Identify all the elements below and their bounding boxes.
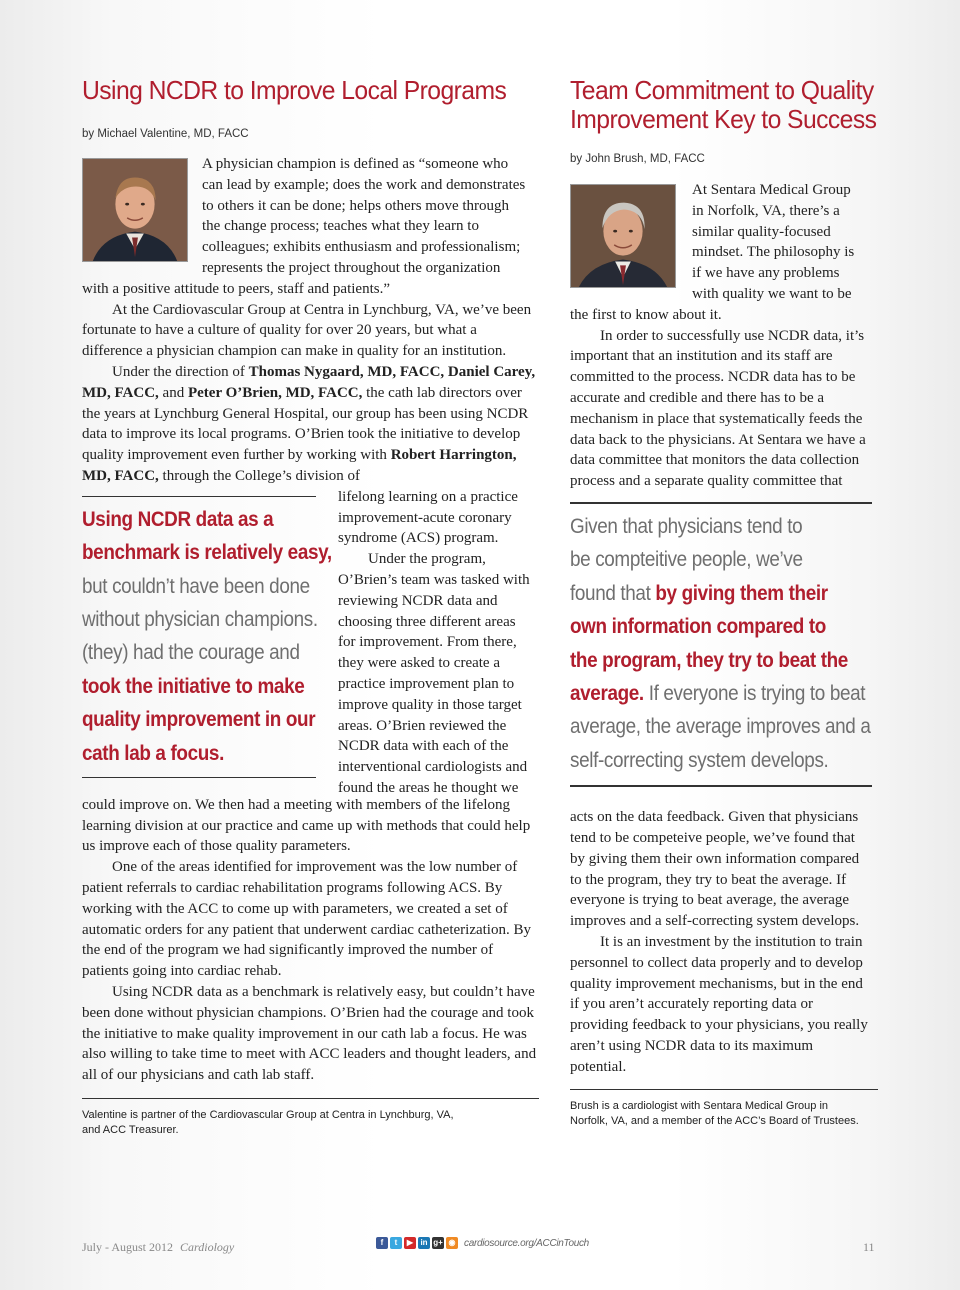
issue-date: July - August 2012 bbox=[82, 1240, 174, 1254]
narrow-line: O’Brien’s team was tasked with bbox=[338, 571, 530, 588]
right-article bbox=[570, 75, 877, 1129]
social-links bbox=[376, 1237, 589, 1249]
pull-quote-text bbox=[82, 503, 332, 770]
pull-quote-line bbox=[570, 644, 848, 677]
intro-line: mindset. The philosophy is bbox=[692, 244, 855, 261]
pull-quote-run: found that bbox=[570, 581, 656, 605]
pull-quote-run: If everyone is trying to beat bbox=[643, 681, 866, 705]
pull-quote-run: own information compared to bbox=[570, 615, 826, 639]
pull-quote-line bbox=[570, 577, 842, 610]
pull-quote-run: by giving them their bbox=[655, 581, 828, 605]
left-paragraph-5: One of the areas identified for improvement was the low number of patient referrals to cardiac rehabilitation programs following ACS. By working with the ACC to come up with parameters, we created a set of automatic orders for any patient that underwent cardiac catheterization. By the end of the program we had significantly improved the number of patients going into cardiac rehab. bbox=[82, 859, 531, 980]
intro-line: represents the project throughout the organization bbox=[202, 259, 501, 276]
pull-quote-top-rule bbox=[82, 496, 316, 497]
twitter-icon[interactable]: t bbox=[390, 1237, 402, 1249]
narrow-line: improvement-acute coronary bbox=[338, 509, 512, 526]
text-run: Under the direction of bbox=[112, 363, 249, 380]
pull-quote-run: average. bbox=[570, 681, 644, 705]
portrait-image bbox=[571, 185, 675, 287]
narrow-line: interventional cardiologists and bbox=[338, 759, 528, 776]
right-pull-quote-bottom-rule bbox=[570, 785, 872, 787]
pull-quote-line: benchmark is relatively easy, bbox=[82, 541, 332, 565]
physician-name: Robert Harrington, MD, FACC, bbox=[82, 447, 517, 484]
left-byline: by Michael Valentine, MD, FACC bbox=[82, 128, 249, 140]
narrow-line: found the areas he thought we bbox=[338, 779, 519, 796]
page-number: 11 bbox=[863, 1240, 875, 1254]
left-narrow-column bbox=[338, 487, 538, 799]
text-run: through the College’s division of bbox=[158, 467, 361, 484]
left-paragraph-2: At the Cardiovascular Group at Centra in Lynchburg, VA, we’ve been fortunate to have a culture of quality for over 20 years, but what a difference a physician champion can make in quality for an institution. bbox=[82, 301, 532, 360]
valentine-portrait-photo bbox=[82, 158, 188, 262]
left-pull-quote bbox=[82, 487, 332, 770]
narrow-line: practice improvement plan to bbox=[338, 675, 515, 692]
intro-line: the change process; teaches what they learn to bbox=[202, 218, 479, 235]
narrow-line: lifelong learning on a practice bbox=[338, 488, 518, 505]
left-article-title: Using NCDR to Improve Local Programs bbox=[82, 75, 507, 105]
bio-line: Valentine is partner of the Cardiovascular Group at Centra in Lynchburg, VA, bbox=[82, 1108, 454, 1121]
intro-line: if we have any problems bbox=[692, 265, 840, 282]
pull-quote-line: (they) had the courage and bbox=[82, 641, 300, 665]
left-article bbox=[82, 76, 537, 1138]
narrow-line: NCDR data with each of the bbox=[338, 738, 509, 755]
left-paragraph-continued: could improve on. We then had a meeting with members of the lifelong learning division at our practice and came up with methods that could help us improve each of those quality parameters. bbox=[82, 796, 531, 855]
right-paragraph-3: It is an investment by the institution to train personnel to collect data properly and to develop quality improvement mechanisms, but in the end if you aren’t accurately reporting data or providing feedback to your physicians, you really aren’t using NCDR data to its maximum potential. bbox=[570, 933, 868, 1075]
intro-tail: the first to know about it. bbox=[570, 306, 722, 323]
pull-quote-line: took the initiative to make bbox=[82, 674, 305, 698]
right-body-top bbox=[570, 180, 872, 492]
pull-quote-run: the program, they try to beat the bbox=[570, 648, 848, 672]
intro-line: can lead by example; does the work and demonstrates bbox=[202, 176, 526, 193]
intro-line: in Norfolk, VA, there’s a bbox=[692, 202, 840, 219]
left-body-bottom bbox=[82, 795, 537, 1086]
text-run: and bbox=[158, 384, 188, 401]
right-bio-rule bbox=[570, 1089, 878, 1090]
left-paragraph-3 bbox=[82, 362, 537, 487]
issue-label bbox=[82, 1240, 234, 1255]
left-paragraph-6: Using NCDR data as a benchmark is relatively easy, but couldn’t have been done without physician champions. O’Brien had the courage and took the initiative to make quality improvement in our cath lab a focus. He was also willing to take time to meet with ACC leaders and thought leaders, and all of our physicians and cath lab staff. bbox=[82, 983, 537, 1084]
narrow-line: for improvement. From there, bbox=[338, 634, 517, 651]
physician-name: Peter O’Brien, MD, FACC, bbox=[187, 384, 363, 401]
right-paragraph-continued: acts on the data feedback. Given that physicians tend to be competeive people, we’ve found that by giving them their own information compared to the program, they try to beat the average. If everyone is trying to beat average, the average improves and a self-correcting system develops. bbox=[570, 809, 860, 930]
left-body-top bbox=[82, 154, 537, 487]
right-paragraph-2: In order to successfully use NCDR data, it’s important that an institution and its staff are committed to the process. NCDR data has to be accurate and credible and there has to be a mechanism in place that systematically feeds the data back to the physicians. At Sentara we have a data committee that monitors the data collection process and a separate quality committee that bbox=[570, 327, 866, 490]
pull-quote-line bbox=[570, 744, 842, 777]
portrait-image bbox=[83, 159, 187, 261]
intro-line: similar quality-focused bbox=[692, 223, 831, 240]
pull-quote-line bbox=[570, 677, 866, 710]
narrow-line: they were asked to create a bbox=[338, 655, 500, 672]
google-plus-icon[interactable]: g+ bbox=[433, 1238, 443, 1247]
bio-line: Brush is a cardiologist with Sentara Medical Group in bbox=[570, 1099, 829, 1112]
pull-quote-line: Using NCDR data as a bbox=[82, 507, 274, 531]
intro-tail: with a positive attitude to peers, staff and patients.” bbox=[82, 280, 390, 297]
right-body-bottom bbox=[570, 807, 872, 1077]
right-article-title bbox=[570, 75, 877, 134]
pull-quote-run: Given that physicians tend to bbox=[570, 514, 803, 538]
bio-line: Norfolk, VA, and a member of the ACC’s Board of Trustees. bbox=[570, 1114, 859, 1127]
pull-quote-run: self-correcting system develops. bbox=[570, 748, 829, 772]
narrow-line: areas. O’Brien reviewed the bbox=[338, 717, 507, 734]
bio-line: and ACC Treasurer. bbox=[82, 1123, 179, 1136]
pull-quote-line: but couldn’t have been done bbox=[82, 574, 310, 598]
pull-quote-line: without physician champions. bbox=[82, 607, 318, 631]
right-byline: by John Brush, MD, FACC bbox=[570, 153, 705, 165]
narrow-line: choosing three different areas bbox=[338, 613, 516, 630]
narrow-line: syndrome (ACS) program. bbox=[338, 530, 499, 547]
left-split-section bbox=[82, 487, 537, 796]
youtube-icon[interactable]: ▶ bbox=[404, 1237, 416, 1249]
intro-line: to others it can be done; helps others move through bbox=[202, 197, 510, 214]
brush-portrait-photo bbox=[570, 184, 676, 288]
right-pull-quote-top-rule bbox=[570, 502, 872, 504]
title-line: Team Commitment to Quality bbox=[570, 75, 874, 105]
pull-quote-line bbox=[570, 610, 842, 643]
pull-quote-line: cath lab a focus. bbox=[82, 741, 224, 765]
right-pull-quote bbox=[570, 510, 871, 777]
pull-quote-line bbox=[570, 510, 842, 543]
title-line: Improvement Key to Success bbox=[570, 104, 877, 134]
pull-quote-run: average, the average improves and a bbox=[570, 715, 871, 739]
pull-quote-line: quality improvement in our bbox=[82, 708, 316, 732]
intro-line: colleagues; exhibits enthusiasm and professionalism; bbox=[202, 239, 521, 256]
intro-line: At Sentara Medical Group bbox=[692, 182, 851, 198]
linkedin-icon[interactable]: in bbox=[418, 1237, 430, 1249]
text-run: the cath lab directors over the years at Lynchburg General Hospital, our group has been using NCDR data to improve its local programs. O’Brien took the initiative to develop quality improvement even further by working with bbox=[82, 384, 529, 464]
pull-quote-bottom-rule bbox=[82, 777, 316, 778]
right-author-bio bbox=[570, 1099, 872, 1129]
narrow-line: Under the program, bbox=[368, 551, 486, 568]
left-author-bio bbox=[82, 1108, 537, 1138]
site-url-link[interactable]: cardiosource.org/ACCinTouch bbox=[464, 1237, 589, 1249]
pull-quote-run: be compteitive people, we’ve bbox=[570, 548, 803, 572]
left-bio-rule bbox=[82, 1098, 539, 1099]
rss-icon[interactable]: ◉ bbox=[446, 1237, 458, 1249]
magazine-name: Cardiology bbox=[180, 1240, 235, 1254]
intro-line: A physician champion is defined as “someone who bbox=[202, 156, 509, 172]
pull-quote-line bbox=[570, 543, 842, 576]
narrow-line: improve quality in those target bbox=[338, 696, 522, 713]
physician-name: Thomas Nygaard, MD, FACC, Daniel Carey, MD, FACC, bbox=[82, 363, 536, 401]
intro-line: with quality we want to be bbox=[692, 285, 852, 302]
facebook-icon[interactable]: f bbox=[376, 1237, 388, 1249]
pull-quote-line bbox=[570, 710, 871, 743]
narrow-line: reviewing NCDR data and bbox=[338, 592, 498, 609]
